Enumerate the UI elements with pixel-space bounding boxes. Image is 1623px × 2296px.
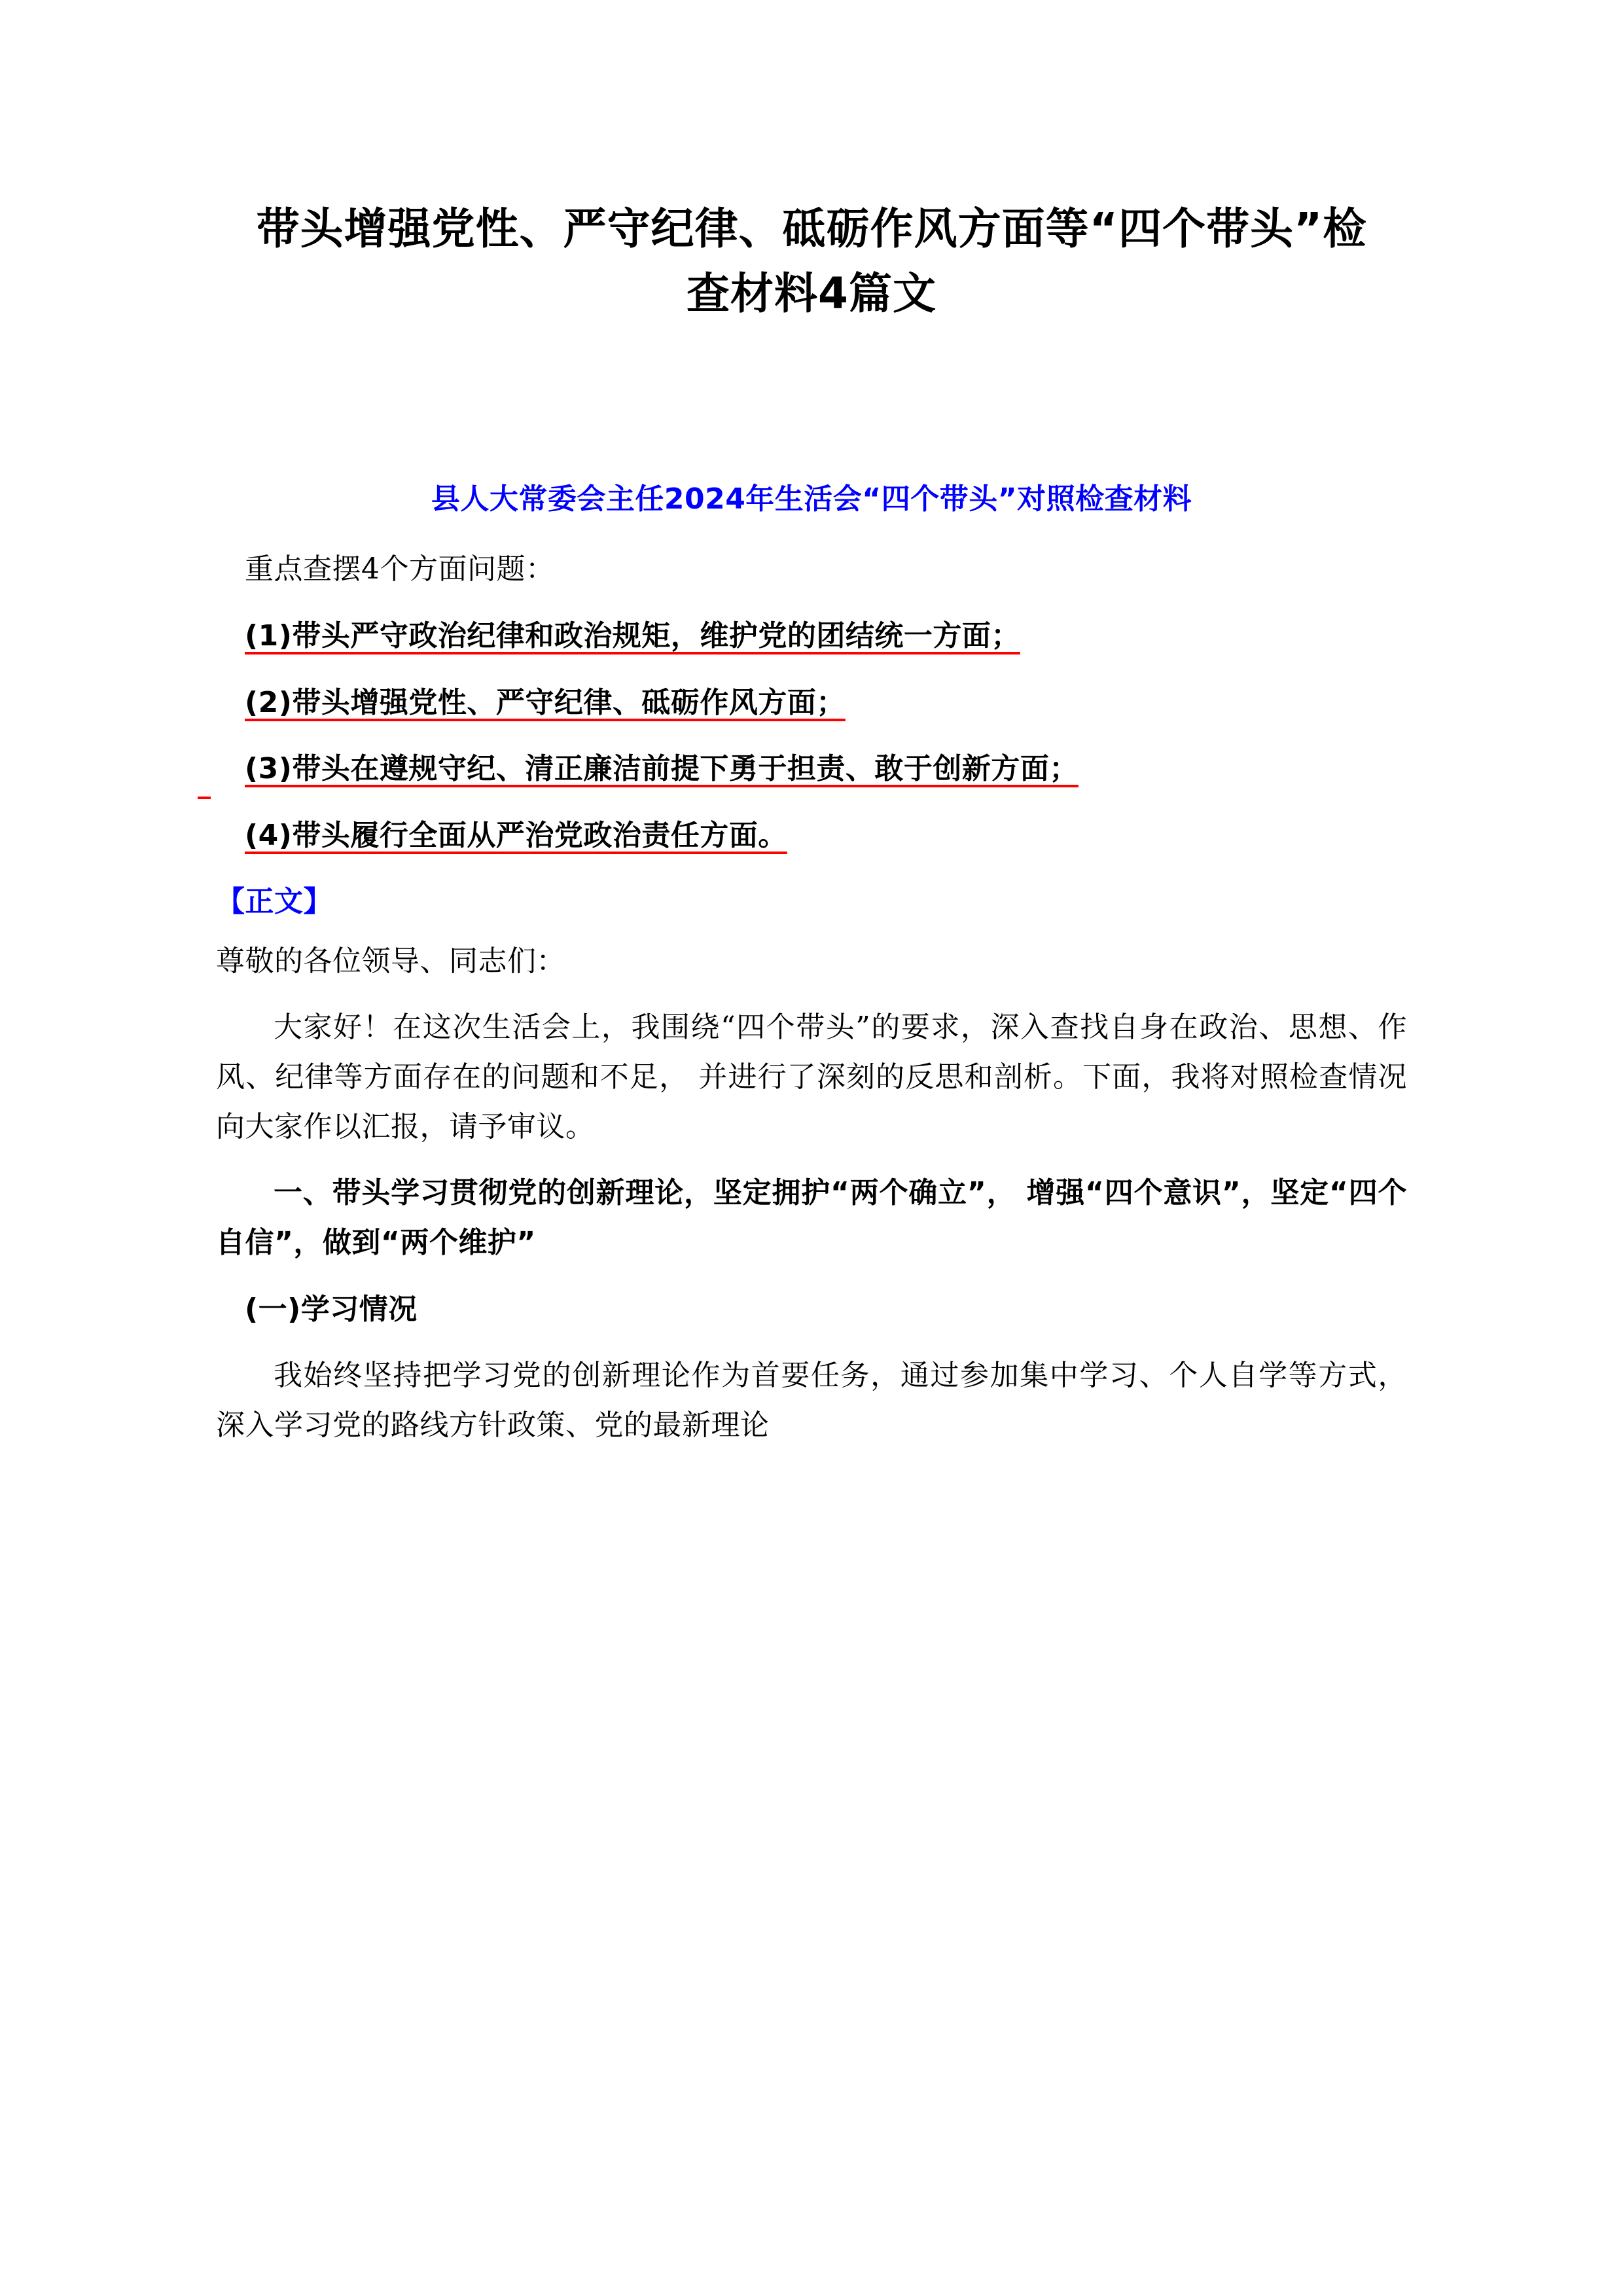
section-heading: 县人大常委会主任2024年生活会“四个带头”对照检查材料	[431, 482, 1192, 516]
list-item	[216, 744, 1407, 794]
page-title: 带头增强党性、严守纪律、砥砺作风方面等“四个带头”检查材料4篇文	[256, 204, 1367, 319]
point-4-text: (4)带头履行全面从严治党政治责任方面。	[245, 819, 787, 853]
body-marker: 【正文】	[216, 884, 332, 918]
subheading-one: (一)学习情况	[245, 1292, 418, 1326]
point-3-text: (3)带头在遵规守纪、清正廉洁前提下勇于担责、敢于创新方面；	[245, 752, 1079, 786]
point-1-text: (1)带头严守政治纪律和政治规矩，维护党的团结统一方面；	[245, 619, 1020, 653]
list-item	[216, 811, 1407, 861]
title-spacer	[216, 326, 1407, 476]
opening-paragraph: 大家好！在这次生活会上，我围绕“四个带头”的要求，深入查找自身在政治、思想、作风、纪律等方面存在的问题和不足， 并进行了深刻的反思和剖析。下面，我将对照检查情况向大家作以汇报，请予审议。	[216, 1011, 1407, 1143]
body-paragraph-one: 我始终坚持把学习党的创新理论作为首要任务，通过参加集中学习、个人自学等方式，深入学习党的路线方针政策、党的最新理论	[216, 1359, 1407, 1443]
list-item	[216, 678, 1407, 728]
salutation: 尊敬的各位领导、同志们：	[216, 944, 565, 978]
list-item	[216, 611, 1407, 661]
point-2-text: (2)带头增强党性、严守纪律、砥砺作风方面；	[245, 685, 846, 719]
heading-one: 一、带头学习贯彻党的创新理论，坚定拥护“两个确立”， 增强“四个意识”，坚定“四个自信”，做到“两个维护”	[216, 1176, 1407, 1260]
intro-line: 重点查摆4个方面问题：	[245, 552, 555, 586]
